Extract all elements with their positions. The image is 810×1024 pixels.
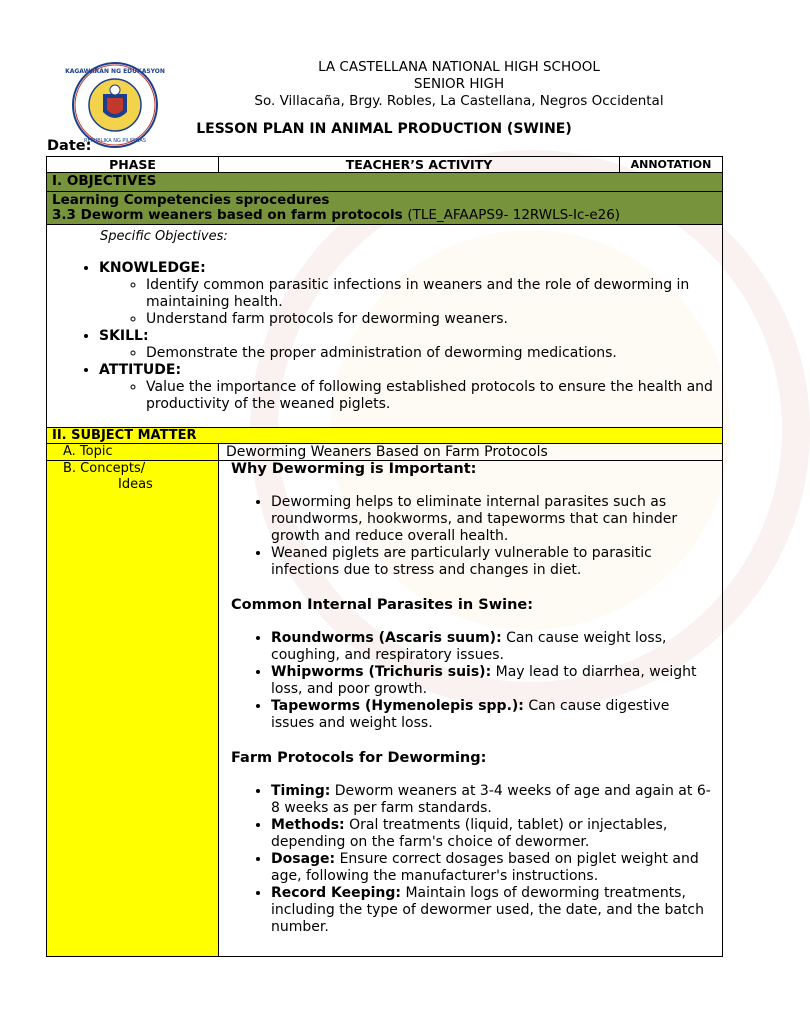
protocol-text: Deworm weaners at 3-4 weeks of age and again at 6-8 weeks as per farm standards. bbox=[271, 783, 711, 816]
specific-objectives-row bbox=[47, 225, 723, 428]
parasite-term: Tapeworms (Hymenolepis spp.): bbox=[271, 698, 524, 714]
attitude-label: ATTITUDE: bbox=[99, 362, 182, 378]
parasite-item-3 bbox=[271, 698, 716, 732]
table-header-row bbox=[47, 157, 723, 173]
objectives-heading: I. OBJECTIVES bbox=[47, 173, 723, 192]
school-header bbox=[150, 59, 768, 110]
competency-line1: Learning Competencies sprocedures bbox=[52, 192, 330, 208]
protocol-item-2 bbox=[271, 817, 716, 851]
attitude-item bbox=[99, 362, 722, 413]
subject-matter-row bbox=[47, 428, 723, 444]
protocols-list bbox=[225, 783, 716, 936]
protocol-term: Timing: bbox=[271, 783, 331, 799]
phase-header: PHASE bbox=[47, 157, 219, 173]
protocol-term: Record Keeping: bbox=[271, 885, 401, 901]
competency-row bbox=[47, 192, 723, 225]
knowledge-item-1: ◦ Identify common parasitic infections in weaners and the role of deworming in maintaining health. bbox=[146, 277, 722, 311]
competency-line2-wrap bbox=[52, 208, 717, 223]
protocol-text: Maintain logs of deworming treatments, including the type of dewormer used, the date, and the batch number. bbox=[271, 885, 704, 935]
specific-objectives-label: Specific Objectives: bbox=[100, 229, 228, 244]
attitude-item-1: ◦ Value the importance of following established protocols to ensure the health and productivity of the weaned piglets. bbox=[146, 379, 722, 413]
specific-objectives-cell bbox=[47, 225, 723, 428]
concepts-label-cell bbox=[47, 461, 219, 957]
school-address: So. Villacaña, Brgy. Robles, La Castellana, Negros Occidental bbox=[254, 93, 664, 109]
knowledge-label: KNOWLEDGE: bbox=[99, 260, 206, 276]
parasite-term: Roundworms (Ascaris suum): bbox=[271, 630, 502, 646]
parasites-list bbox=[225, 630, 716, 732]
concepts-content bbox=[219, 461, 723, 957]
skill-label: SKILL: bbox=[99, 328, 149, 344]
protocol-item-4 bbox=[271, 885, 716, 936]
activity-header: TEACHER’S ACTIVITY bbox=[219, 157, 620, 173]
parasite-item-2 bbox=[271, 664, 716, 698]
protocol-text: Ensure correct dosages based on piglet weight and age, following the manufacturer's instructions. bbox=[271, 851, 699, 884]
annotation-header: ANNOTATION bbox=[620, 157, 723, 173]
protocol-item-3 bbox=[271, 851, 716, 885]
why-heading bbox=[225, 461, 716, 478]
protocols-heading bbox=[225, 750, 716, 767]
objectives-row bbox=[47, 173, 723, 192]
why-item-2: • Weaned piglets are particularly vulnerable to parasitic infections due to stress and changes in diet. bbox=[271, 545, 716, 579]
school-name: LA CASTELLANA NATIONAL HIGH SCHOOL bbox=[318, 59, 600, 75]
topic-label: A. Topic bbox=[47, 444, 219, 461]
topic-value: Deworming Weaners Based on Farm Protocols bbox=[219, 444, 723, 461]
concepts-label-2: Ideas bbox=[118, 477, 153, 492]
school-level: SENIOR HIGH bbox=[413, 76, 505, 92]
date-label: Date: bbox=[47, 138, 92, 154]
parasites-heading bbox=[225, 597, 716, 614]
parasite-text: Can cause weight loss, coughing, and respiratory issues. bbox=[271, 630, 667, 663]
svg-text:REPUBLIKA NG PILIPINAS: REPUBLIKA NG PILIPINAS bbox=[84, 138, 146, 144]
parasite-item-1 bbox=[271, 630, 716, 664]
parasite-text: Can cause digestive issues and weight loss. bbox=[271, 698, 670, 731]
topic-row bbox=[47, 444, 723, 461]
protocol-term: Dosage: bbox=[271, 851, 336, 867]
competency-code: (TLE_AFAAPS9- 12RWLS-Ic-e26) bbox=[407, 207, 621, 223]
skill-sublist bbox=[99, 345, 722, 362]
document-title: LESSON PLAN IN ANIMAL PRODUCTION (SWINE) bbox=[196, 121, 572, 137]
concepts-row bbox=[47, 461, 723, 957]
protocol-item-1 bbox=[271, 783, 716, 817]
skill-item-1: ◦ Demonstrate the proper administration of deworming medications. bbox=[146, 345, 722, 362]
parasite-text: May lead to diarrhea, weight loss, and poor growth. bbox=[271, 664, 697, 697]
knowledge-item-2: ◦ Understand farm protocols for deworming weaners. bbox=[146, 311, 722, 328]
concepts-label-1: B. Concepts/ bbox=[63, 461, 146, 476]
knowledge-sublist bbox=[99, 277, 722, 328]
svg-text:KAGAWARAN NG EDUKASYON: KAGAWARAN NG EDUKASYON bbox=[65, 68, 165, 75]
competency-line2: 3.3 Deworm weaners based on farm protocols bbox=[52, 207, 403, 223]
protocol-term: Methods: bbox=[271, 817, 345, 833]
protocol-text: Oral treatments (liquid, tablet) or injectables, depending on the farm's choice of dewormer. bbox=[271, 817, 668, 850]
parasite-term: Whipworms (Trichuris suis): bbox=[271, 664, 492, 680]
competency-cell bbox=[47, 192, 723, 225]
knowledge-item bbox=[99, 260, 722, 328]
attitude-sublist bbox=[99, 379, 722, 413]
protocols-heading-text: Farm Protocols for Deworming: bbox=[231, 750, 487, 766]
objectives-list bbox=[47, 260, 722, 413]
subject-matter-heading: II. SUBJECT MATTER bbox=[47, 428, 723, 444]
why-item-1: • Deworming helps to eliminate internal parasites such as roundworms, hookworms, and tapeworms that can hinder growth and reduce overall health. bbox=[271, 494, 716, 545]
skill-item bbox=[99, 328, 722, 362]
parasites-heading-text: Common Internal Parasites in Swine: bbox=[231, 597, 534, 613]
why-list bbox=[225, 494, 716, 579]
why-heading-text: Why Deworming is Important: bbox=[231, 461, 477, 477]
lesson-plan-table bbox=[46, 156, 723, 957]
